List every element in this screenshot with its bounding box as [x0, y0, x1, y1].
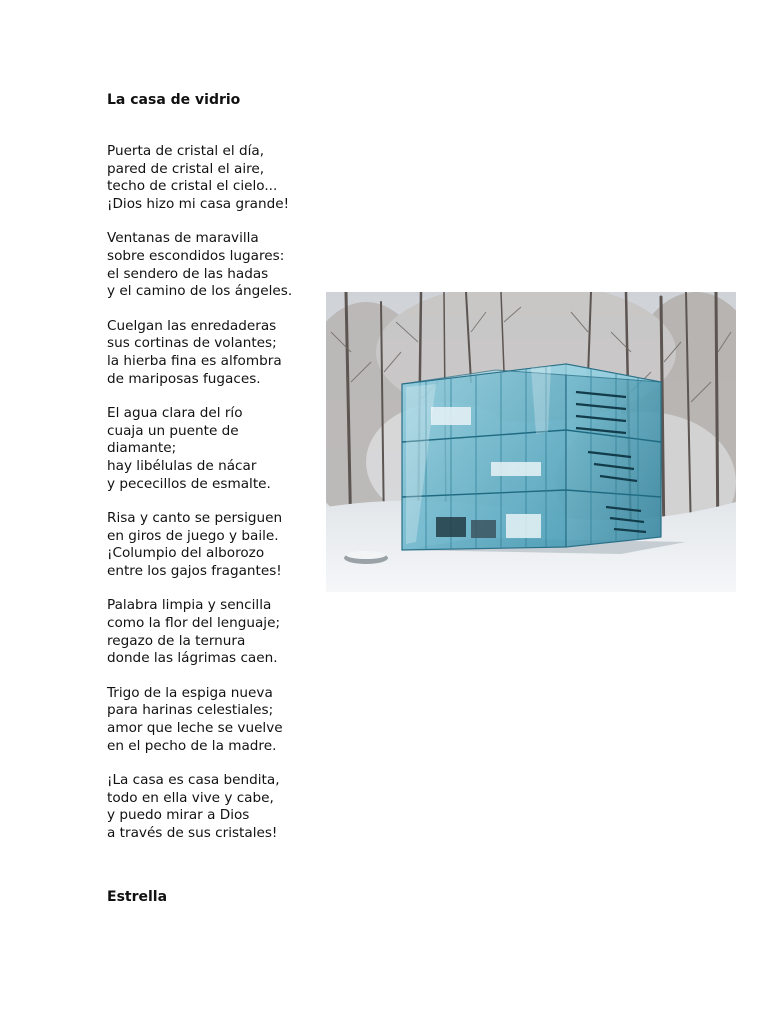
poem-line: El agua clara del río: [107, 405, 243, 422]
poem-line: y puedo mirar a Dios: [107, 807, 250, 824]
poem-line: diamante;: [107, 440, 177, 457]
poem-line: Trigo de la espiga nueva: [107, 684, 273, 701]
stanza: [107, 772, 322, 842]
poem-line: Ventanas de maravilla: [107, 230, 259, 247]
poem-line: para harinas celestiales;: [107, 702, 274, 719]
poem-line: sus cortinas de volantes;: [107, 335, 277, 352]
poem-line: y pececillos de esmalte.: [107, 475, 271, 492]
poem-line: Risa y canto se persiguen: [107, 510, 283, 527]
stanza: [107, 510, 322, 580]
poem-line: el sendero de las hadas: [107, 265, 269, 282]
stanza: [107, 685, 322, 755]
poem-line: Palabra limpia y sencilla: [107, 597, 272, 614]
poem-line: ¡Columpio del alborozo: [107, 545, 265, 562]
poem-body: [107, 143, 322, 860]
stanza: [107, 405, 322, 493]
poem-line: Cuelgan las enredaderas: [107, 317, 277, 334]
poem-line: pared de cristal el aire,: [107, 160, 265, 177]
poem-line: regazo de la ternura: [107, 632, 246, 649]
poem-line: en giros de juego y baile.: [107, 527, 279, 544]
poem-title: La casa de vidrio: [107, 92, 241, 108]
stanza: [107, 143, 322, 213]
poem-line: y el camino de los ángeles.: [107, 283, 293, 300]
poem-line: ¡La casa es casa bendita,: [107, 772, 280, 789]
poem-line: amor que leche se vuelve: [107, 720, 283, 737]
poem-line: la hierba fina es alfombra: [107, 352, 282, 369]
poem-line: entre los gajos fragantes!: [107, 562, 282, 579]
stanza: [107, 318, 322, 388]
poem-line: hay libélulas de nácar: [107, 457, 257, 474]
stanza: [107, 230, 322, 300]
stanza: [107, 597, 322, 667]
poem-line: ¡Dios hizo mi casa grande!: [107, 195, 290, 212]
poem-signature: Estrella: [107, 889, 168, 905]
poem-line: Puerta de cristal el día,: [107, 143, 265, 159]
poem-line: en el pecho de la madre.: [107, 737, 277, 754]
poem-line: como la flor del lenguaje;: [107, 615, 281, 632]
poem-line: donde las lágrimas caen.: [107, 650, 278, 667]
poem-line: techo de cristal el cielo...: [107, 178, 278, 195]
poem-line: de mariposas fugaces.: [107, 370, 261, 387]
glass-house-photo: [326, 292, 736, 592]
glass-house: [402, 364, 661, 550]
poem-line: sobre escondidos lugares:: [107, 247, 285, 264]
poem-line: a través de sus cristales!: [107, 825, 278, 841]
poem-line: cuaja un puente de: [107, 422, 239, 439]
poem-line: todo en ella vive y cabe,: [107, 789, 274, 806]
glass-house-illustration: [326, 292, 736, 592]
